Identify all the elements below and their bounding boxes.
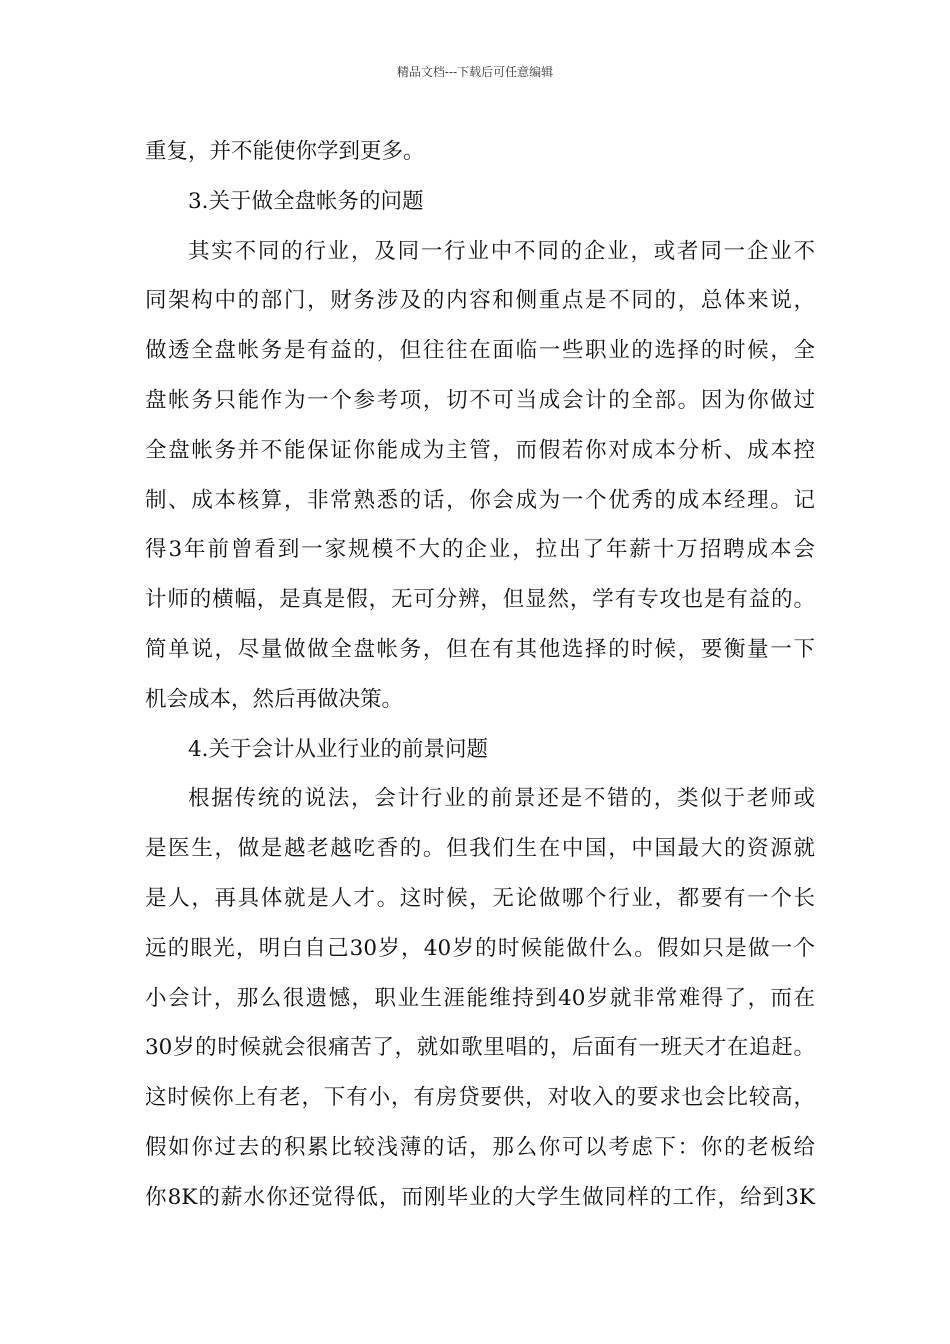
text-line: 是医生，做是越老越吃香的。但我们生在中国，中国最大的资源就 — [145, 836, 815, 862]
text-line: 这时候你上有老，下有小，有房贷要供，对收入的要求也会比较高， — [145, 1085, 815, 1111]
text-line: 简单说，尽量做做全盘帐务，但在有其他选择的时候，要衡量一下 — [145, 636, 815, 662]
document-body — [145, 127, 815, 1223]
text-line: 重复，并不能使你学到更多。 — [145, 139, 425, 164]
section-heading-3: 3.关于做全盘帐务的问题 — [188, 188, 424, 214]
text-line: 根据传统的说法，会计行业的前景还是不错的，类似于老师或 — [188, 786, 815, 812]
text-line: 制、成本核算，非常熟悉的话，你会成为一个优秀的成本经理。记 — [145, 487, 815, 513]
text-line: 远的眼光，明白自己30岁，40岁的时候能做什么。假如只是做一个 — [145, 935, 815, 961]
text-line: 30岁的时候就会很痛苦了，就如歌里唱的，后面有一班天才在追赶。 — [145, 1035, 815, 1061]
text-line: 机会成本，然后再做决策。 — [145, 686, 404, 712]
text-line: 假如你过去的积累比较浅薄的话，那么你可以考虑下：你的老板给 — [145, 1134, 815, 1160]
page-header: 精品文档---下载后可任意编辑 — [396, 65, 554, 79]
text-line: 小会计，那么很遗憾，职业生涯能维持到40岁就非常难得了，而在 — [145, 985, 815, 1011]
text-line: 做透全盘帐务是有益的，但往往在面临一些职业的选择的时候，全 — [145, 338, 815, 364]
text-line: 计师的横幅，是真是假，无可分辨，但显然，学有专攻也是有益的。 — [145, 587, 815, 613]
text-line: 得3年前曾看到一家规模不大的企业，拉出了年薪十万招聘成本会 — [145, 537, 815, 563]
text-line: 全盘帐务并不能保证你能成为主管，而假若你对成本分析、成本控 — [145, 437, 815, 463]
section-heading-4: 4.关于会计从业行业的前景问题 — [188, 736, 489, 762]
text-line: 其实不同的行业，及同一行业中不同的企业，或者同一企业不 — [188, 238, 815, 264]
text-line: 你8K的薪水你还觉得低，而刚毕业的大学生做同样的工作，给到3K — [145, 1184, 815, 1210]
text-line: 是人，再具体就是人才。这时候，无论做哪个行业，都要有一个长 — [145, 885, 815, 911]
text-line: 同架构中的部门，财务涉及的内容和侧重点是不同的，总体来说， — [145, 288, 815, 314]
text-line: 盘帐务只能作为一个参考项，切不可当成会计的全部。因为你做过 — [145, 387, 815, 413]
